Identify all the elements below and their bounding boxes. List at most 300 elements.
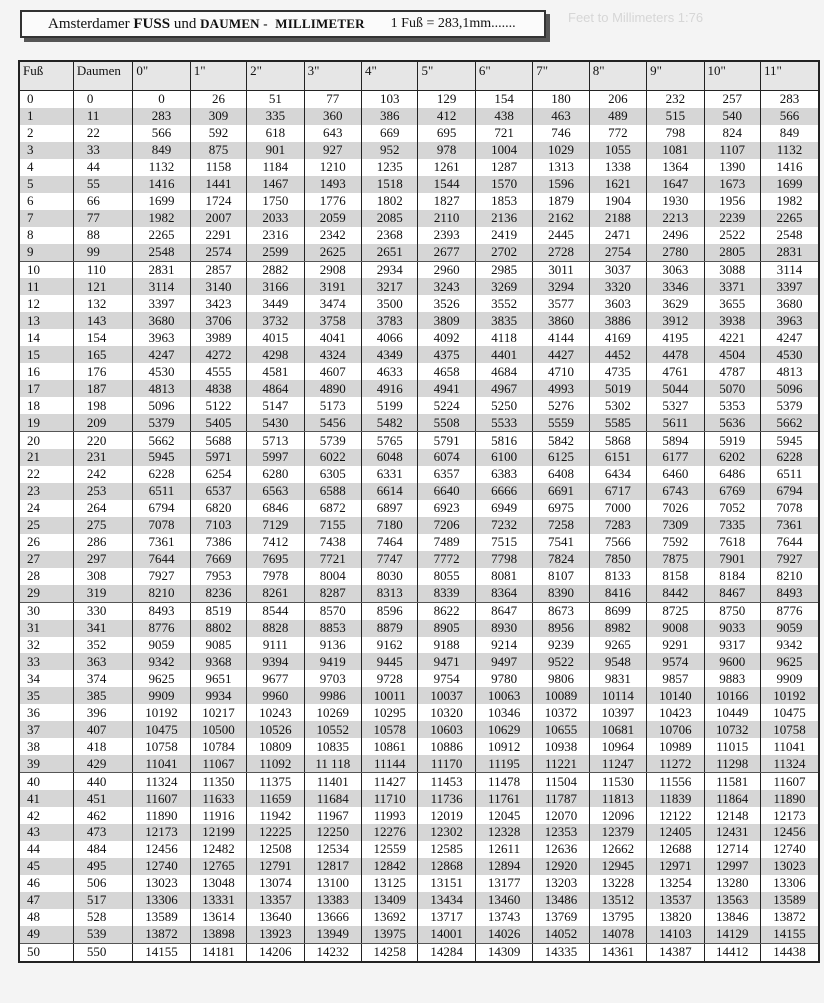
mm-cell: 12045	[475, 807, 532, 824]
mm-cell: 5379	[776, 397, 803, 413]
mm-cell: 11478	[475, 773, 532, 790]
mm-cell: 9625	[133, 670, 190, 687]
mm-cell: 2985	[475, 261, 532, 278]
mm-cell: 3166	[247, 278, 304, 295]
fuss-cell: 10	[20, 261, 73, 278]
mm-cell: 3963	[760, 312, 818, 329]
mm-cell: 11453	[418, 773, 475, 790]
mm-cell: 9342	[776, 636, 803, 652]
mm-cell: 11890	[133, 807, 190, 824]
title-und: und	[173, 15, 197, 32]
daumen-cell: 297	[73, 551, 132, 568]
fuss-cell: 26	[20, 534, 73, 551]
column-header: 9"	[647, 62, 704, 91]
mm-cell: 6434	[589, 466, 646, 483]
mm-cell: 8107	[533, 568, 589, 585]
mm-cell: 2651	[362, 244, 418, 261]
mm-cell: 7978	[247, 568, 304, 585]
mm-cell: 2033	[247, 210, 304, 227]
mm-cell: 3320	[589, 278, 646, 295]
mm-cell: 13872	[773, 909, 806, 925]
mm-cell: 10397	[589, 704, 646, 721]
mm-cell: 9934	[190, 687, 246, 704]
mm-cell: 9677	[247, 670, 304, 687]
mm-cell: 4710	[533, 363, 589, 380]
mm-cell: 1416	[133, 176, 190, 193]
column-header: 11"	[760, 62, 818, 91]
mm-cell: 8184	[704, 568, 760, 585]
mm-cell: 3011	[533, 261, 589, 278]
mm-cell: 2496	[647, 227, 704, 244]
mm-cell: 6177	[647, 449, 704, 466]
daumen-cell: 308	[73, 568, 132, 585]
mm-cell: 3680	[133, 312, 190, 329]
mm-cell: 8133	[589, 568, 646, 585]
mm-cell: 4787	[704, 363, 760, 380]
table-row	[20, 108, 818, 125]
mm-cell: 7361	[760, 517, 818, 534]
mm-cell: 11633	[190, 790, 246, 807]
mm-cell: 9728	[362, 670, 418, 687]
mm-cell: 6228	[760, 449, 818, 466]
mm-cell: 1570	[475, 176, 532, 193]
mm-cell: 10346	[475, 704, 532, 721]
fuss-cell: 45	[20, 858, 73, 875]
mm-cell: 6074	[418, 449, 475, 466]
mm-cell: 1904	[589, 193, 646, 210]
table-row	[20, 346, 818, 363]
fuss-cell: 25	[20, 517, 73, 534]
mm-cell: 10295	[362, 704, 418, 721]
mm-cell: 3140	[190, 278, 246, 295]
mm-cell: 10320	[418, 704, 475, 721]
mm-cell: 3577	[533, 295, 589, 312]
mm-cell: 9291	[647, 637, 704, 654]
mm-cell: 7721	[304, 551, 361, 568]
mm-cell: 10861	[362, 738, 418, 755]
fuss-cell: 19	[20, 414, 73, 431]
mm-cell: 8905	[418, 620, 475, 637]
mm-cell: 6897	[362, 500, 418, 517]
mm-cell: 721	[475, 125, 532, 142]
mm-cell: 5430	[247, 414, 304, 431]
mm-cell: 8879	[362, 620, 418, 637]
mm-cell: 5482	[362, 414, 418, 431]
mm-cell: 14361	[589, 943, 646, 960]
fuss-cell: 30	[20, 602, 73, 619]
background-text: Feet to Millimeters 1:76	[568, 10, 704, 25]
table-row	[20, 500, 818, 517]
table-row	[20, 602, 818, 619]
mm-cell: 12585	[418, 841, 475, 858]
mm-cell: 4864	[247, 380, 304, 397]
mm-cell: 11607	[133, 790, 190, 807]
mm-cell: 1982	[776, 193, 803, 209]
mm-cell: 4838	[190, 380, 246, 397]
mm-cell: 3294	[533, 278, 589, 295]
mm-cell: 9342	[133, 653, 190, 670]
mm-cell: 8699	[589, 602, 646, 619]
daumen-cell: 33	[73, 142, 132, 159]
table-row	[20, 909, 818, 926]
mm-cell: 618	[247, 125, 304, 142]
mm-cell: 12842	[362, 858, 418, 875]
fuss-cell: 18	[20, 397, 73, 414]
mm-cell: 1518	[362, 176, 418, 193]
daumen-cell: 231	[73, 449, 132, 466]
column-header: 10"	[704, 62, 760, 91]
daumen-cell: 88	[73, 227, 132, 244]
mm-cell: 5868	[589, 432, 646, 449]
daumen-cell: 99	[73, 244, 132, 261]
mm-cell: 13563	[704, 892, 760, 909]
daumen-cell: 385	[73, 687, 132, 704]
daumen-cell: 264	[73, 500, 132, 517]
mm-cell: 13203	[533, 875, 589, 892]
mm-cell: 4169	[589, 329, 646, 346]
mm-cell: 6202	[704, 449, 760, 466]
mm-cell: 14155	[760, 926, 818, 943]
mm-cell: 154	[475, 91, 532, 108]
mm-cell: 10475	[133, 721, 190, 738]
mm-cell: 6511	[776, 466, 803, 482]
mm-cell: 7541	[533, 534, 589, 551]
fuss-cell: 9	[20, 244, 73, 261]
mm-cell: 8493	[133, 602, 190, 619]
mm-cell: 7258	[533, 517, 589, 534]
mm-cell: 77	[304, 91, 361, 108]
mm-cell: 2085	[362, 210, 418, 227]
mm-cell: 9239	[533, 637, 589, 654]
mm-cell: 2316	[247, 227, 304, 244]
mm-cell: 8055	[418, 568, 475, 585]
table-row	[20, 943, 818, 960]
mm-cell: 9162	[362, 637, 418, 654]
table-row	[20, 483, 818, 500]
mm-cell: 3629	[647, 295, 704, 312]
mm-cell: 3680	[776, 295, 803, 311]
fuss-cell: 7	[20, 210, 73, 227]
mm-cell: 13820	[647, 909, 704, 926]
mm-cell: 978	[418, 142, 475, 159]
fuss-cell: 3	[20, 142, 73, 159]
mm-cell: 10835	[304, 738, 361, 755]
mm-cell: 6331	[362, 466, 418, 483]
fuss-cell: 35	[20, 687, 73, 704]
mm-cell: 7850	[589, 551, 646, 568]
mm-cell: 9909	[133, 687, 190, 704]
table-row	[20, 824, 818, 841]
mm-cell: 13537	[647, 892, 704, 909]
mm-cell: 438	[475, 108, 532, 125]
mm-cell: 11530	[589, 773, 646, 790]
fuss-cell: 21	[20, 449, 73, 466]
mm-cell: 11710	[362, 790, 418, 807]
mm-cell: 3269	[475, 278, 532, 295]
mm-cell: 12302	[418, 824, 475, 841]
mm-cell: 1287	[475, 159, 532, 176]
daumen-cell: 429	[73, 755, 132, 772]
mm-cell: 12868	[418, 858, 475, 875]
mm-cell: 8287	[304, 585, 361, 602]
mm-cell: 3423	[190, 295, 246, 312]
daumen-cell: 154	[73, 329, 132, 346]
mm-cell: 2007	[190, 210, 246, 227]
fuss-cell: 23	[20, 483, 73, 500]
fuss-cell: 17	[20, 380, 73, 397]
mm-cell: 13589	[760, 892, 818, 909]
mm-cell: 592	[190, 125, 246, 142]
mm-cell: 12559	[362, 841, 418, 858]
mm-cell: 12173	[133, 824, 190, 841]
mm-cell: 4452	[589, 346, 646, 363]
table-row	[20, 653, 818, 670]
column-header: 0"	[133, 62, 190, 91]
mm-cell: 3037	[589, 261, 646, 278]
mm-cell: 206	[589, 91, 646, 108]
mm-cell: 9986	[304, 687, 361, 704]
mm-cell: 12405	[647, 824, 704, 841]
mm-cell: 2882	[247, 261, 304, 278]
daumen-cell: 341	[73, 620, 132, 637]
mm-cell: 5894	[647, 432, 704, 449]
mm-cell: 14026	[475, 926, 532, 943]
daumen-cell: 330	[73, 602, 132, 619]
column-header: Daumen	[73, 62, 132, 91]
mm-cell: 5662	[133, 432, 190, 449]
mm-cell: 8519	[190, 602, 246, 619]
column-header: 2"	[247, 62, 304, 91]
mm-cell: 9188	[418, 637, 475, 654]
mm-cell: 1621	[589, 176, 646, 193]
mm-cell: 2393	[418, 227, 475, 244]
mm-cell: 11092	[247, 755, 304, 772]
mm-cell: 4427	[533, 346, 589, 363]
mm-cell: 14155	[133, 943, 190, 960]
mm-cell: 8930	[475, 620, 532, 637]
mm-cell: 1210	[304, 159, 361, 176]
mm-cell: 11761	[475, 790, 532, 807]
table-row	[20, 397, 818, 414]
mm-cell: 9368	[190, 653, 246, 670]
mm-cell: 386	[362, 108, 418, 125]
mm-cell: 4092	[418, 329, 475, 346]
mm-cell: 2471	[589, 227, 646, 244]
mm-cell: 10578	[362, 721, 418, 738]
mm-cell: 7103	[190, 517, 246, 534]
mm-cell: 7283	[589, 517, 646, 534]
mm-cell: 9317	[704, 637, 760, 654]
mm-cell: 8776	[133, 620, 190, 637]
mm-cell: 5662	[760, 414, 818, 431]
mm-cell: 8673	[533, 602, 589, 619]
mm-cell: 3809	[418, 312, 475, 329]
mm-cell: 12148	[704, 807, 760, 824]
mm-cell: 5636	[704, 414, 760, 431]
daumen-cell: 176	[73, 363, 132, 380]
mm-cell: 7078	[776, 500, 803, 516]
mm-cell: 4941	[418, 380, 475, 397]
mm-cell: 6794	[760, 483, 818, 500]
mm-cell: 927	[304, 142, 361, 159]
daumen-cell: 462	[73, 807, 132, 824]
mm-cell: 5816	[475, 432, 532, 449]
mm-cell: 4375	[418, 346, 475, 363]
mm-cell: 5713	[247, 432, 304, 449]
mm-cell: 412	[418, 108, 475, 125]
mm-cell: 12894	[475, 858, 532, 875]
table-row	[20, 329, 818, 346]
fuss-cell: 24	[20, 500, 73, 517]
mm-cell: 3938	[704, 312, 760, 329]
mm-cell: 3526	[418, 295, 475, 312]
mm-cell: 3963	[133, 329, 190, 346]
mm-cell: 7875	[647, 551, 704, 568]
mm-cell: 4247	[776, 329, 803, 345]
fuss-cell: 34	[20, 670, 73, 687]
mm-cell: 9033	[704, 620, 760, 637]
mm-cell: 3912	[647, 312, 704, 329]
mm-cell: 14052	[533, 926, 589, 943]
mm-cell: 3886	[589, 312, 646, 329]
mm-cell: 6923	[418, 500, 475, 517]
mm-cell: 8236	[190, 585, 246, 602]
mm-cell: 643	[304, 125, 361, 142]
mm-cell: 3346	[647, 278, 704, 295]
mm-cell: 10114	[589, 687, 646, 704]
mm-cell: 7026	[647, 500, 704, 517]
mm-cell: 14232	[304, 943, 361, 960]
mm-cell: 11427	[362, 773, 418, 790]
mm-cell: 1750	[247, 193, 304, 210]
mm-cell: 5327	[647, 397, 704, 414]
mm-cell: 5791	[418, 432, 475, 449]
mm-cell: 3706	[190, 312, 246, 329]
mm-cell: 8570	[304, 602, 361, 619]
mm-cell: 3732	[247, 312, 304, 329]
mm-cell: 4735	[589, 363, 646, 380]
daumen-cell: 0	[73, 91, 132, 108]
mm-cell: 10166	[704, 687, 760, 704]
mm-cell: 6537	[190, 483, 246, 500]
mm-cell: 2574	[190, 244, 246, 261]
mm-cell: 9703	[304, 670, 361, 687]
table-row	[20, 875, 818, 892]
mm-cell: 5044	[647, 380, 704, 397]
mm-cell: 8004	[304, 568, 361, 585]
table-row	[20, 159, 818, 176]
mm-cell: 2110	[418, 210, 475, 227]
mm-cell: 6846	[247, 500, 304, 517]
mm-cell: 13023	[760, 858, 818, 875]
mm-cell: 1416	[776, 159, 803, 175]
daumen-cell: 11	[73, 108, 132, 125]
mm-cell: 2548	[776, 227, 803, 243]
mm-cell: 5688	[190, 432, 246, 449]
daumen-cell: 275	[73, 517, 132, 534]
mm-cell: 6048	[362, 449, 418, 466]
mm-cell: 8802	[190, 620, 246, 637]
title-daumen: DAUMEN -	[200, 16, 268, 31]
fuss-cell: 50	[20, 943, 73, 960]
daumen-cell: 77	[73, 210, 132, 227]
mm-cell: 2857	[190, 261, 246, 278]
mm-cell: 11324	[760, 755, 818, 772]
mm-cell: 11736	[418, 790, 475, 807]
mm-cell: 12740	[133, 858, 190, 875]
fuss-cell: 13	[20, 312, 73, 329]
mm-cell: 5997	[247, 449, 304, 466]
daumen-cell: 286	[73, 534, 132, 551]
mm-cell: 13923	[247, 926, 304, 943]
mm-cell: 13023	[133, 875, 190, 892]
table-row	[20, 620, 818, 637]
mm-cell: 6280	[247, 466, 304, 483]
mm-cell: 6125	[533, 449, 589, 466]
daumen-cell: 55	[73, 176, 132, 193]
mm-cell: 1107	[704, 142, 760, 159]
mm-cell: 5611	[647, 414, 704, 431]
mm-cell: 2728	[533, 244, 589, 261]
mm-cell: 3063	[647, 261, 704, 278]
mm-cell: 8596	[362, 602, 418, 619]
mm-cell: 9574	[647, 653, 704, 670]
mm-cell: 13280	[704, 875, 760, 892]
mm-cell: 13306	[133, 892, 190, 909]
mm-cell: 6794	[133, 500, 190, 517]
mm-cell: 2702	[475, 244, 532, 261]
mm-cell: 5096	[760, 380, 818, 397]
mm-cell: 10603	[418, 721, 475, 738]
mm-cell: 14412	[704, 943, 760, 960]
mm-cell: 4324	[304, 346, 361, 363]
mm-cell: 1338	[589, 159, 646, 176]
mm-cell: 10217	[190, 704, 246, 721]
mm-cell: 4813	[133, 380, 190, 397]
mm-cell: 12636	[533, 841, 589, 858]
mm-cell: 11916	[190, 807, 246, 824]
fuss-cell: 42	[20, 807, 73, 824]
fuss-cell: 12	[20, 295, 73, 312]
mm-cell: 7386	[190, 534, 246, 551]
mm-cell: 6614	[362, 483, 418, 500]
mm-cell: 11350	[190, 773, 246, 790]
mm-cell: 3397	[133, 295, 190, 312]
mm-cell: 10964	[589, 738, 646, 755]
mm-cell: 10681	[589, 721, 646, 738]
fuss-cell: 31	[20, 620, 73, 637]
mm-cell: 5945	[776, 432, 803, 448]
mm-cell: 4066	[362, 329, 418, 346]
mm-cell: 6022	[304, 449, 361, 466]
mm-cell: 10423	[647, 704, 704, 721]
mm-cell: 7669	[190, 551, 246, 568]
mm-cell: 9754	[418, 670, 475, 687]
mm-cell: 849	[133, 142, 190, 159]
mm-cell: 7772	[418, 551, 475, 568]
mm-cell: 10758	[133, 738, 190, 755]
column-header: 4"	[362, 62, 418, 91]
mm-cell: 7464	[362, 534, 418, 551]
table-row	[20, 193, 818, 210]
mm-cell: 11890	[760, 790, 818, 807]
mm-cell: 5096	[133, 397, 190, 414]
mm-cell: 7489	[418, 534, 475, 551]
mm-cell: 4041	[304, 329, 361, 346]
mm-cell: 3371	[704, 278, 760, 295]
mm-cell: 12353	[533, 824, 589, 841]
mm-cell: 1982	[133, 210, 190, 227]
